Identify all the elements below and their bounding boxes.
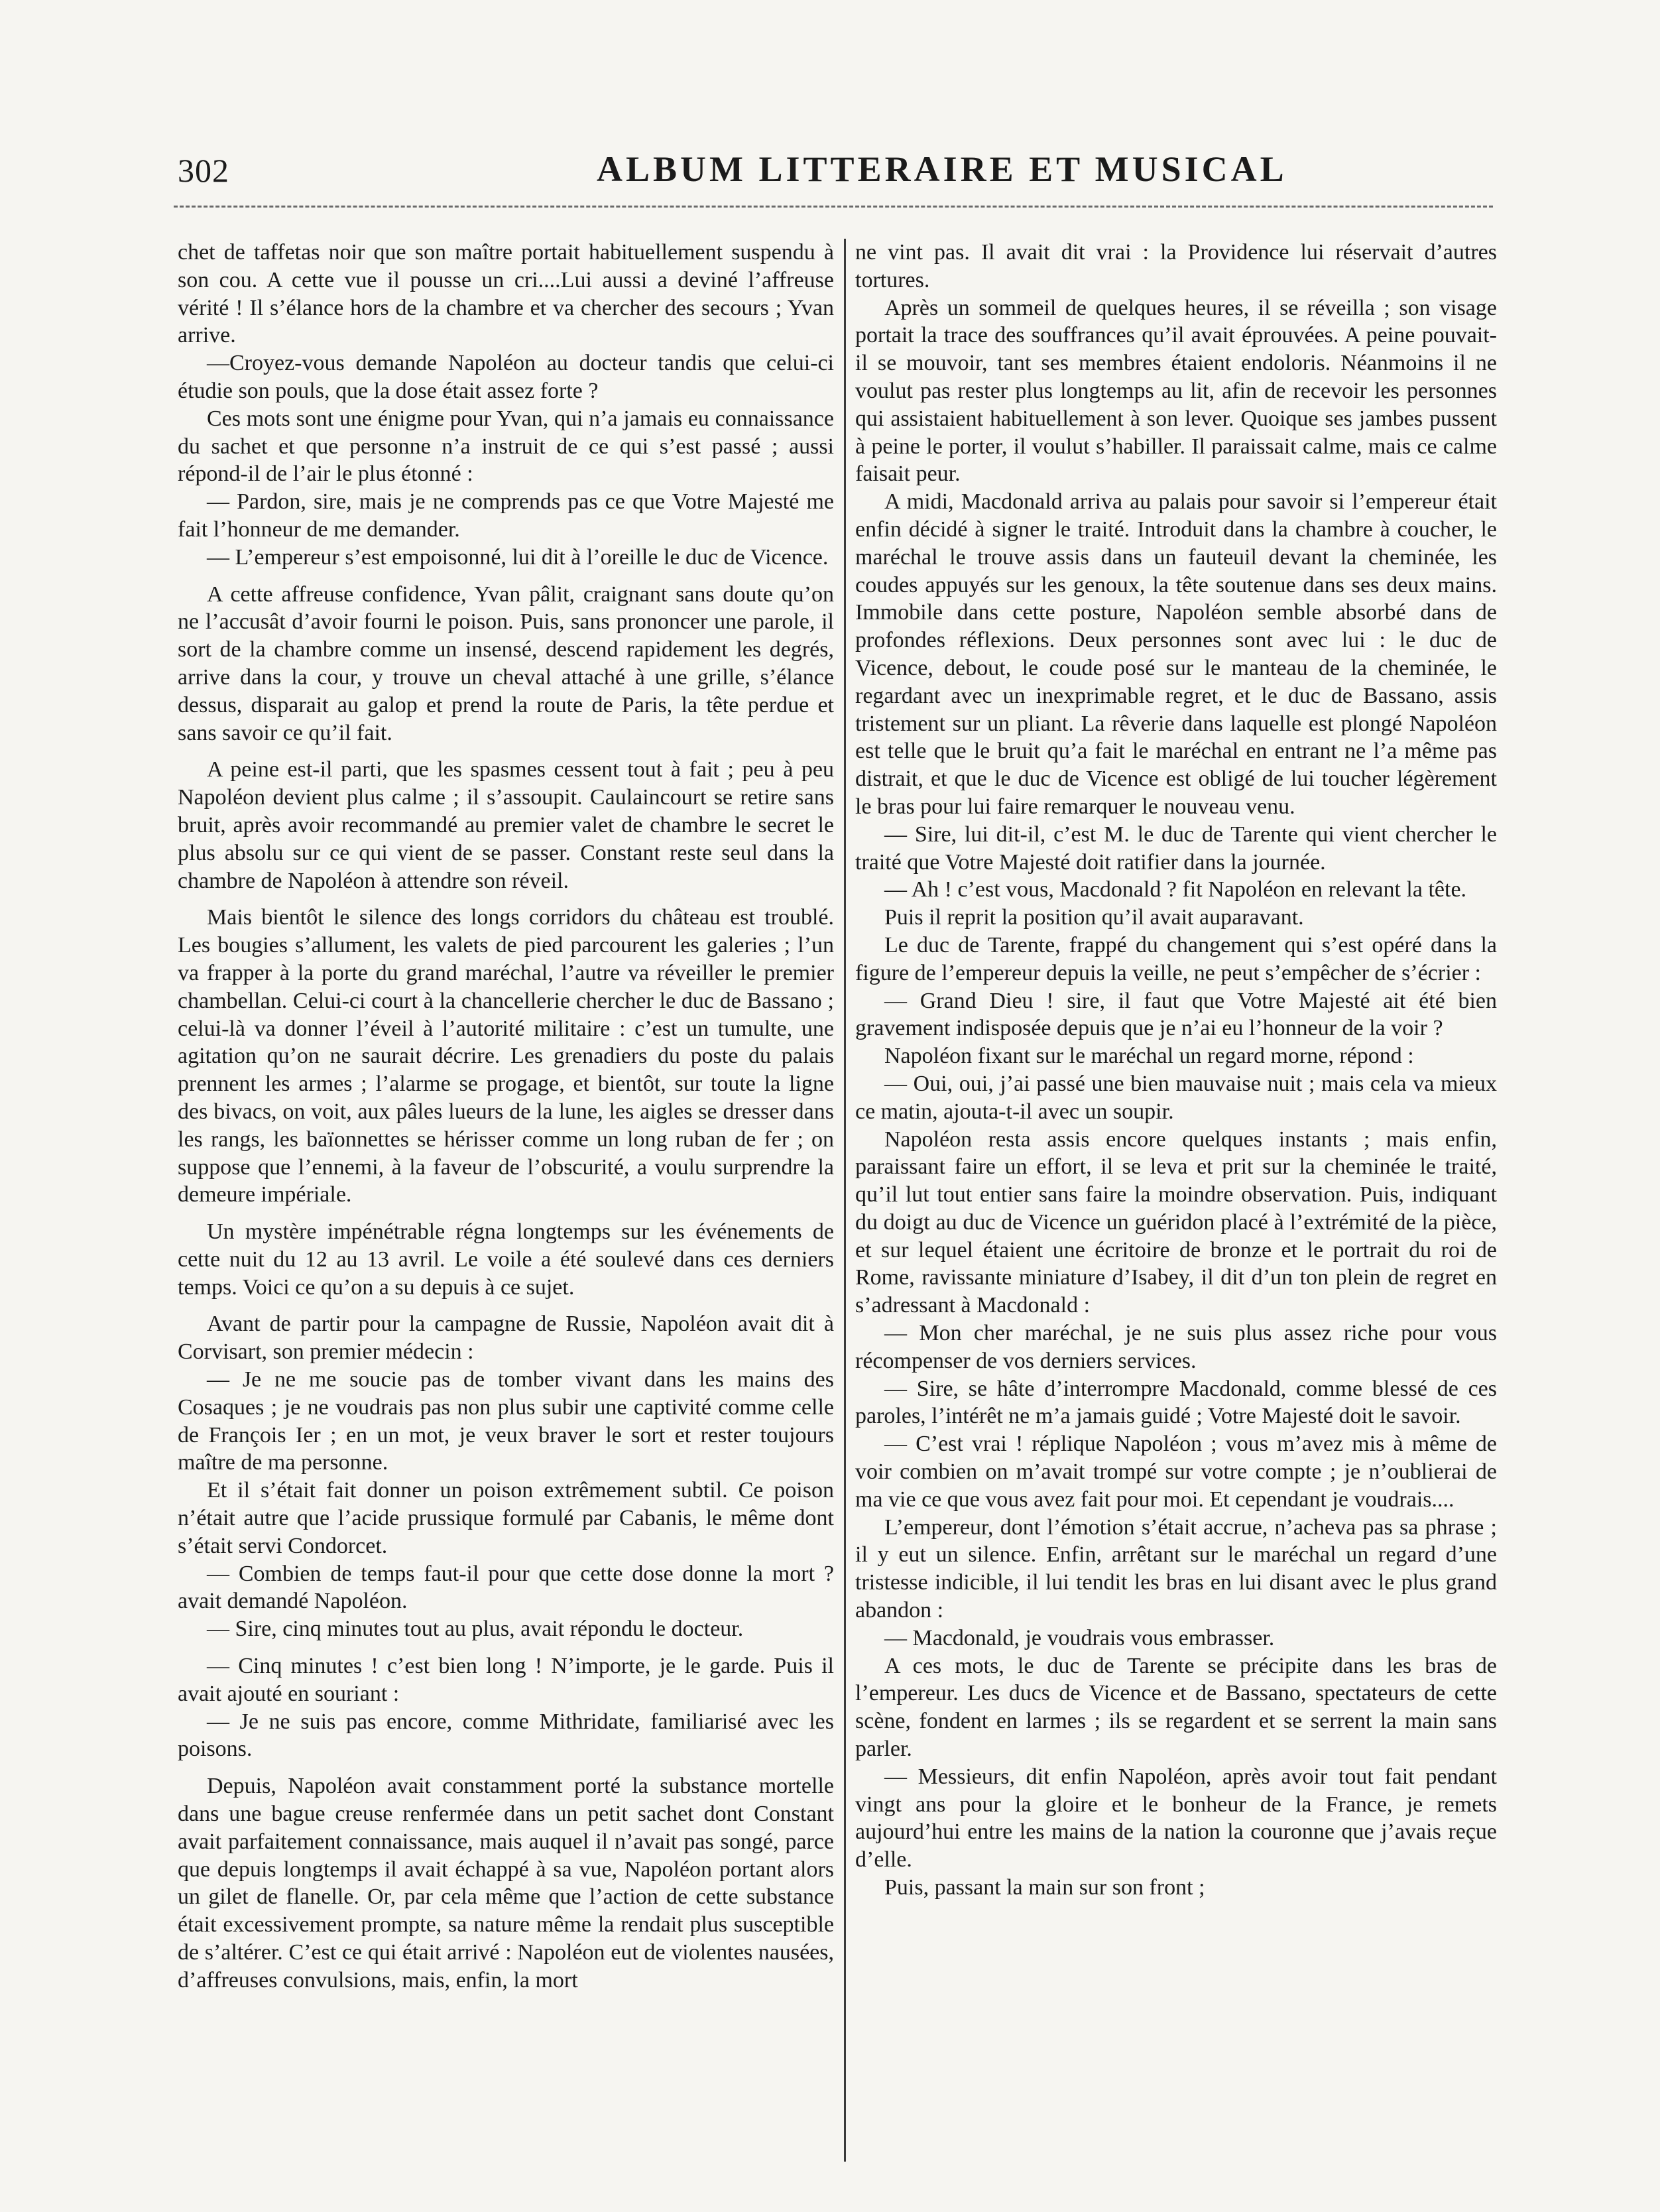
paragraph: — C’est vrai ! réplique Napoléon ; vous m’avez mis à même de voir combien on m’avait trompé sur votre compte ; je n’oublierai de ma vie ce que vous avez fait pour moi. Et cependant je voudrais....: [855, 1432, 1497, 1512]
column-divider: [844, 239, 846, 2162]
paragraph: Avant de partir pour la campagne de Russie, Napoléon avait dit à Corvisart, son premier médecin :: [178, 1312, 834, 1365]
paragraph: — Sire, lui dit-il, c’est M. le duc de Tarente qui vient chercher le traité que Votre Majesté doit ratifier dans la journée.: [855, 822, 1497, 875]
paragraph: — Mon cher maréchal, je ne suis plus assez riche pour vous récompenser de vos derniers services.: [855, 1321, 1497, 1373]
paragraph: — L’empereur s’est empoisonné, lui dit à l’oreille le duc de Vicence.: [207, 544, 829, 570]
paragraph: Mais bientôt le silence des longs corridors du château est troublé. Les bougies s’allument, les valets de pied parcourent les galeries ; l’un va frapper à la porte du grand maréchal, l’autre va réveiller le premier chambellan. Celui-ci court à la chancellerie chercher le duc de Bassano ; celui-là va donner l’éveil à l’autorité militaire : c’est un tumulte, une agitation qu’on ne saurait décrire. Les grenadiers du poste du palais prennent les armes ; l’alarme se progage, et bientôt, sur toute la ligne des bivacs, on voit, aux pâles lueurs de la lune, les aigles se dresser dans les rangs, les baïonnettes se hérisser comme un long ruban de fer ; on suppose que l’ennemi, à la faveur de l’obscurité, a voulu surprendre la demeure impériale.: [178, 905, 834, 1207]
paragraph: Le duc de Tarente, frappé du changement qui s’est opéré dans la figure de l’empereur depuis la veille, ne peut s’empêcher de s’écrier :: [855, 932, 1497, 985]
paragraph: chet de taffetas noir que son maître portait habituellement suspendu à son cou. A cette vue il pousse un cri....Lui aussi a deviné l’affreuse vérité ! Il s’élance hors de la chambre et va chercher des secours ; Yvan arrive.: [178, 240, 834, 348]
paragraph: ne vint pas. Il avait dit vrai : la Providence lui réservait d’autres tortures.: [855, 240, 1497, 292]
page-number: 302: [178, 152, 229, 189]
paragraph: Et il s’était fait donner un poison extrêmement subtil. Ce poison n’était autre que l’acide prussique formulé par Cabanis, le même dont s’était servi Condorcet.: [178, 1478, 834, 1558]
paragraph: A midi, Macdonald arriva au palais pour savoir si l’empereur était enfin décidé à signer le traité. Introduit dans la chambre à coucher, le maréchal le trouve assis dans un fauteuil devant la cheminée, les coudes appuyés sur les genoux, la tête soutenue dans ses deux mains. Immobile dans cette posture, Napoléon semble absorbé dans de profondes réflexions. Deux personnes sont avec lui : le duc de Vicence, debout, le coude posé sur le manteau de la cheminée, le regardant avec un inexprimable regret, et le duc de Bassano, assis tristement sur un pliant. La rêverie dans laquelle est plongé Napoléon est telle que le bruit qu’a fait le maréchal en entrant ne l’a même pas distrait, et que le duc de Vicence est obligé de lui toucher légèrement le bras pour lui faire remarquer le nouveau venu.: [855, 489, 1497, 819]
paragraph: — Sire, se hâte d’interrompre Macdonald, comme blessé de ces paroles, l’intérêt ne m’a jamais guidé ; Votre Majesté doit le savoir.: [855, 1376, 1497, 1429]
paragraph: — Sire, cinq minutes tout au plus, avait répondu le docteur.: [207, 1617, 744, 1642]
paragraph: Napoléon fixant sur le maréchal un regard morne, répond :: [884, 1044, 1414, 1069]
paragraph: — Macdonald, je voudrais vous embrasser.: [884, 1625, 1275, 1650]
paragraph: A peine est-il parti, que les spasmes cessent tout à fait ; peu à peu Napoléon devient plus calme ; il s’assoupit. Caulaincourt se retire sans bruit, après avoir recommandé au premier valet de chambre le secret le plus absolu sur ce qui vient de se passer. Constant reste seul dans la chambre de Napoléon à attendre son réveil.: [178, 757, 834, 893]
paragraph: — Pardon, sire, mais je ne comprends pas ce que Votre Majesté me fait l’honneur de me demander.: [178, 489, 834, 542]
paragraph: Un mystère impénétrable régna longtemps sur les événements de cette nuit du 12 au 13 avril. Le voile a été soulevé dans ces derniers temps. Voici ce qu’on a su depuis à ce sujet.: [178, 1219, 834, 1300]
paragraph: A cette affreuse confidence, Yvan pâlit, craignant sans doute qu’on ne l’accusât d’avoir fourni le poison. Puis, sans prononcer une parole, il sort de la chambre comme un insensé, descend rapidement les degrés, arrive dans la cour, y trouve un cheval attaché à une grille, s’élance dessus, disparait au galop et prend la route de Paris, la tête perdue et sans savoir ce qu’il fait.: [178, 582, 834, 745]
paragraph: Napoléon resta assis encore quelques instants ; mais enfin, paraissant faire un effort, il se leva et prit sur la cheminée le traité, qu’il lut tout entier sans faire la moindre observation. Puis, indiquant du doigt au duc de Vicence un guéridon placé à l’extrémité de la pièce, et sur lequel étaient une écritoire de bronze et le portrait du roi de Rome, ravissante miniature d’Isabey, il dit d’un ton plein de regret en s’adressant à Macdonald :: [855, 1127, 1497, 1318]
paragraph: L’empereur, dont l’émotion s’était accrue, n’acheva pas sa phrase ; il y eut un silence. Enfin, arrêtant sur le maréchal un regard d’une tristesse indicible, il lui tendit les bras en lui disant avec le plus grand abandon :: [855, 1514, 1497, 1623]
paragraph: — Oui, oui, j’ai passé une bien mauvaise nuit ; mais cela va mieux ce matin, ajouta-t-il avec un soupir.: [855, 1071, 1497, 1124]
paragraph: Puis il reprit la position qu’il avait auparavant.: [884, 905, 1304, 930]
paragraph: — Ah ! c’est vous, Macdonald ? fit Napoléon en relevant la tête.: [884, 877, 1467, 902]
header-rule: [174, 206, 1493, 208]
paragraph: — Combien de temps faut-il pour que cette dose donne la mort ? avait demandé Napoléon.: [178, 1561, 834, 1614]
paragraph: — Je ne me soucie pas de tomber vivant dans les mains des Cosaques ; je ne voudrais pas non plus subir une captivité comme celle de François Ier ; en un mot, je veux braver le sort et rester toujours maître de ma personne.: [178, 1367, 834, 1475]
paragraph: —Croyez-vous demande Napoléon au docteur tandis que celui-ci étudie son pouls, que la dose était assez forte ?: [178, 351, 834, 403]
left-column: [178, 239, 834, 1995]
paragraph: — Messieurs, dit enfin Napoléon, après avoir tout fait pendant vingt ans pour la gloire et le bonheur de la France, je remets aujourd’hui entre les mains de la nation la couronne que j’avais reçue d’elle.: [855, 1764, 1497, 1873]
paragraph: — Je ne suis pas encore, comme Mithridate, familiarisé avec les poisons.: [178, 1709, 834, 1762]
right-column: [855, 239, 1497, 1902]
running-title: ALBUM LITTERAIRE ET MUSICAL: [597, 149, 1287, 189]
paragraph: A ces mots, le duc de Tarente se précipite dans les bras de l’empereur. Les ducs de Vicence et de Bassano, spectateurs de cette scène, fondent en larmes ; ils se regardent et se serrent la main sans parler.: [855, 1653, 1497, 1762]
paragraph: Depuis, Napoléon avait constamment porté la substance mortelle dans une bague creuse renfermée dans un petit sachet dont Constant avait parfaitement connaissance, mais auquel il n’avait pas songé, parce que depuis longtemps il avait échappé à sa vue, Napoléon portant alors un gilet de flanelle. Or, par cela même que l’action de cette substance était excessivement prompte, sa nature même la rendait plus susceptible de s’altérer. C’est ce qui était arrivé : Napoléon eut de violentes nausées, d’affreuses convulsions, mais, enfin, la mort: [178, 1774, 834, 1993]
paragraph: — Grand Dieu ! sire, il faut que Votre Majesté ait été bien gravement indisposée depuis que je n’ai eu l’honneur de la voir ?: [855, 988, 1497, 1041]
paragraph: Ces mots sont une énigme pour Yvan, qui n’a jamais eu connaissance du sachet et que personne n’a instruit de ce qui s’est passé ; aussi répond-il de l’air le plus étonné :: [178, 406, 834, 487]
paragraph: Après un sommeil de quelques heures, il se réveilla ; son visage portait la trace des souffrances qu’il avait éprouvées. A peine pouvait-il se mouvoir, tant ses membres étaient endoloris. Néanmoins il ne voulut pas rester plus longtemps au lit, afin de recevoir les personnes qui assistaient habituellement à son lever. Quoique ses jambes pussent à peine le porter, il voulut s’habiller. Il paraissait calme, mais ce calme faisait peur.: [855, 295, 1497, 487]
paragraph: — Cinq minutes ! c’est bien long ! N’importe, je le garde. Puis il avait ajouté en souriant :: [178, 1654, 834, 1706]
paragraph: Puis, passant la main sur son front ;: [884, 1875, 1205, 1900]
